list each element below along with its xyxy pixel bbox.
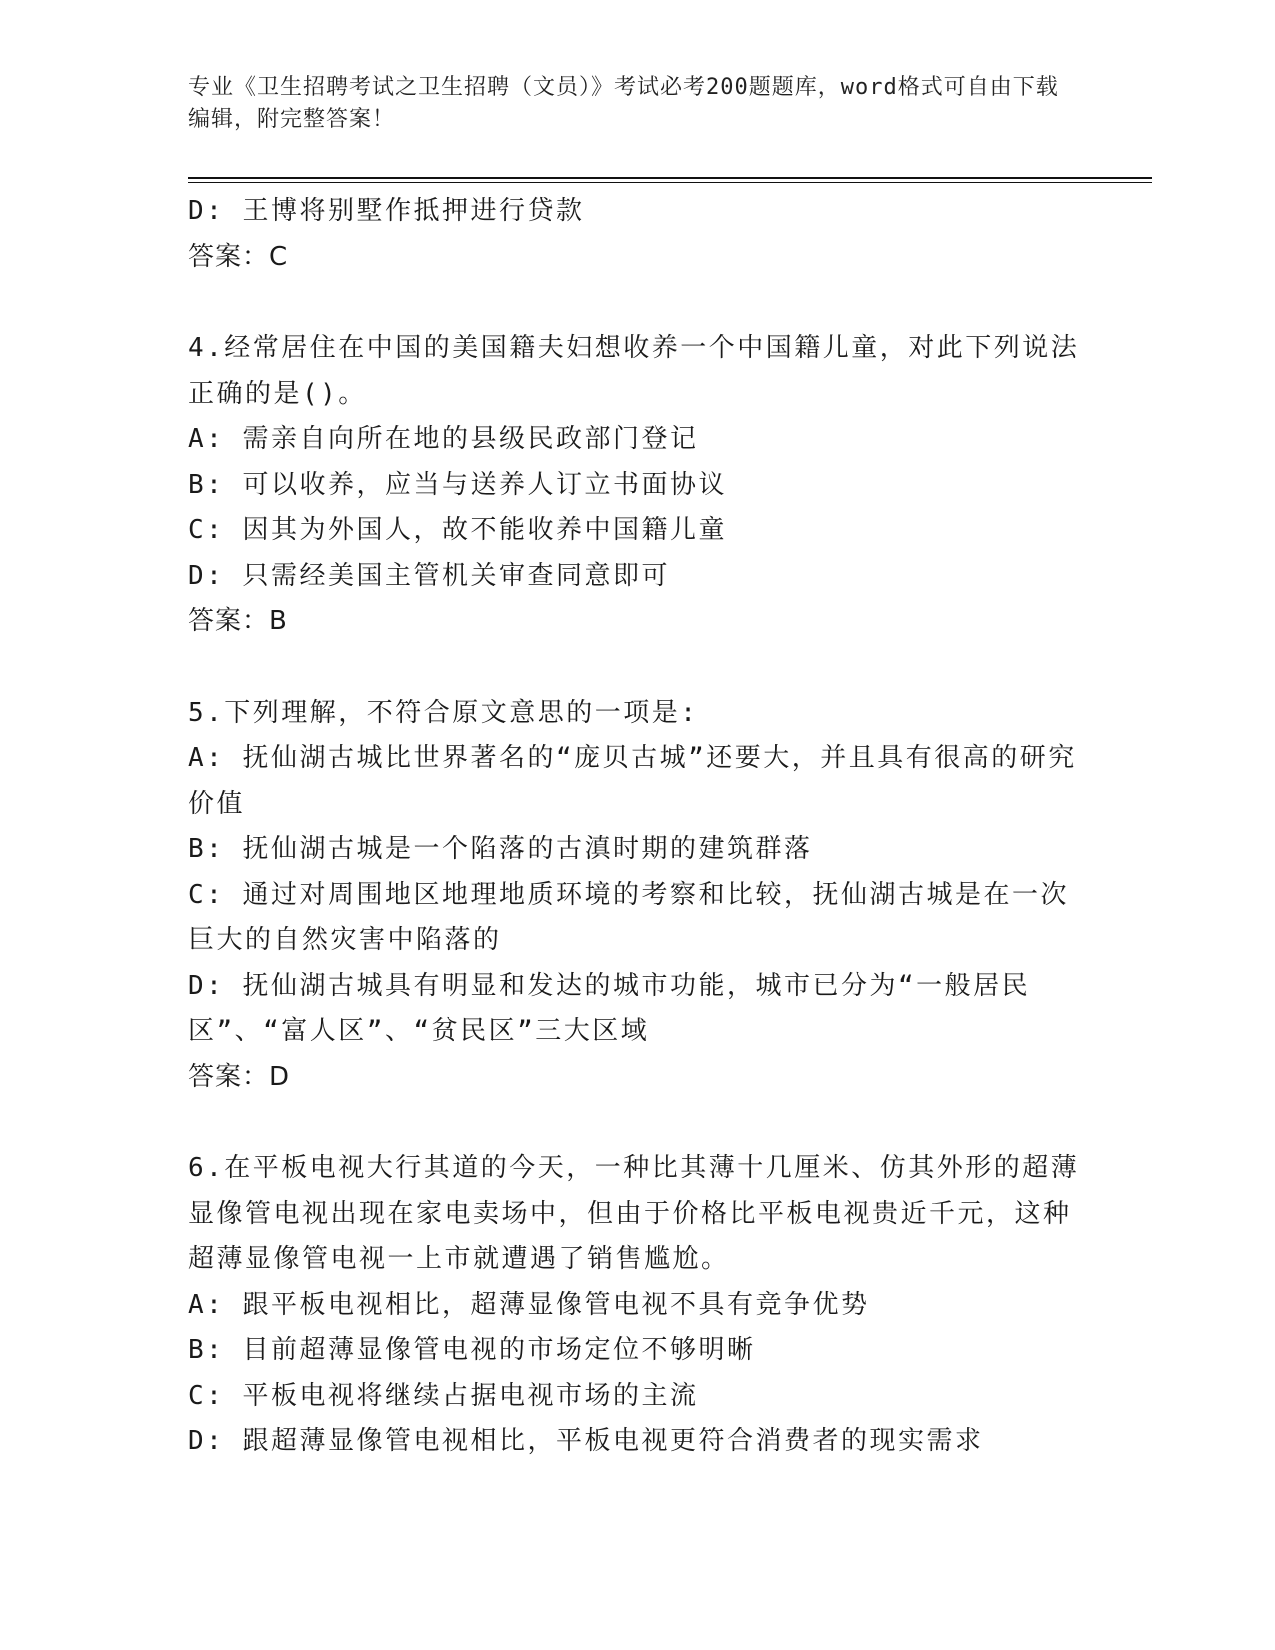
q6-stem: 6.在平板电视大行其道的今天，一种比其薄十几厘米、仿其外形的超薄显像管电视出现在家电卖场中，但由于价格比平板电视贵近千元，这种超薄显像管电视一上市就遭遇了销售尴尬。 <box>188 1153 1080 1274</box>
spacer <box>188 645 1088 691</box>
q5-option-d: D: 抚仙湖古城具有明显和发达的城市功能，城市已分为“一般居民区”、“富人区”、“贫民区”三大区域 <box>188 970 1031 1046</box>
spacer <box>188 1100 1088 1146</box>
header-rule-thick <box>188 177 1152 179</box>
q4-answer: 答案：B <box>188 606 288 636</box>
question-5 <box>188 691 1088 1101</box>
question-content <box>188 189 1088 1465</box>
q4-option-b: B: 可以收养，应当与送养人订立书面协议 <box>188 469 727 500</box>
q4-stem: 4.经常居住在中国的美国籍夫妇想收养一个中国籍儿童，对此下列说法正确的是()。 <box>188 333 1080 409</box>
header-rule-thin <box>188 182 1152 183</box>
q6-option-a: A: 跟平板电视相比，超薄显像管电视不具有竞争优势 <box>188 1289 870 1320</box>
q3-answer: 答案：C <box>188 241 289 272</box>
question-6 <box>188 1146 1088 1465</box>
q5-option-a: A: 抚仙湖古城比世界著名的“庞贝古城”还要大，并且具有很高的研究价值 <box>188 743 1077 819</box>
question-3-tail <box>188 189 1088 280</box>
q4-option-a: A: 需亲自向所在地的县级民政部门登记 <box>188 424 699 454</box>
q5-answer: 答案：D <box>188 1061 291 1092</box>
question-4 <box>188 326 1088 645</box>
q3-option-d: D: 王博将别墅作抵押进行贷款 <box>188 196 585 226</box>
q4-option-d: D: 只需经美国主管机关审查同意即可 <box>188 560 670 591</box>
q6-option-c: C: 平板电视将继续占据电视市场的主流 <box>188 1380 699 1411</box>
q6-option-b: B: 目前超薄显像管电视的市场定位不够明晰 <box>188 1335 756 1365</box>
document-header: 专业《卫生招聘考试之卫生招聘（文员）》考试必考200题题库，word格式可自由下载编辑，附完整答案！ <box>188 75 1059 132</box>
spacer <box>188 280 1088 326</box>
q5-option-b: B: 抚仙湖古城是一个陷落的古滇时期的建筑群落 <box>188 834 813 864</box>
q5-stem: 5.下列理解，不符合原文意思的一项是: <box>188 697 699 728</box>
q5-option-c: C: 通过对周围地区地理地质环境的考察和比较，抚仙湖古城是在一次巨大的自然灾害中陷落的 <box>188 879 1069 955</box>
q6-option-d: D: 跟超薄显像管电视相比，平板电视更符合消费者的现实需求 <box>188 1426 984 1456</box>
q4-option-c: C: 因其为外国人，故不能收养中国籍儿童 <box>188 515 727 545</box>
